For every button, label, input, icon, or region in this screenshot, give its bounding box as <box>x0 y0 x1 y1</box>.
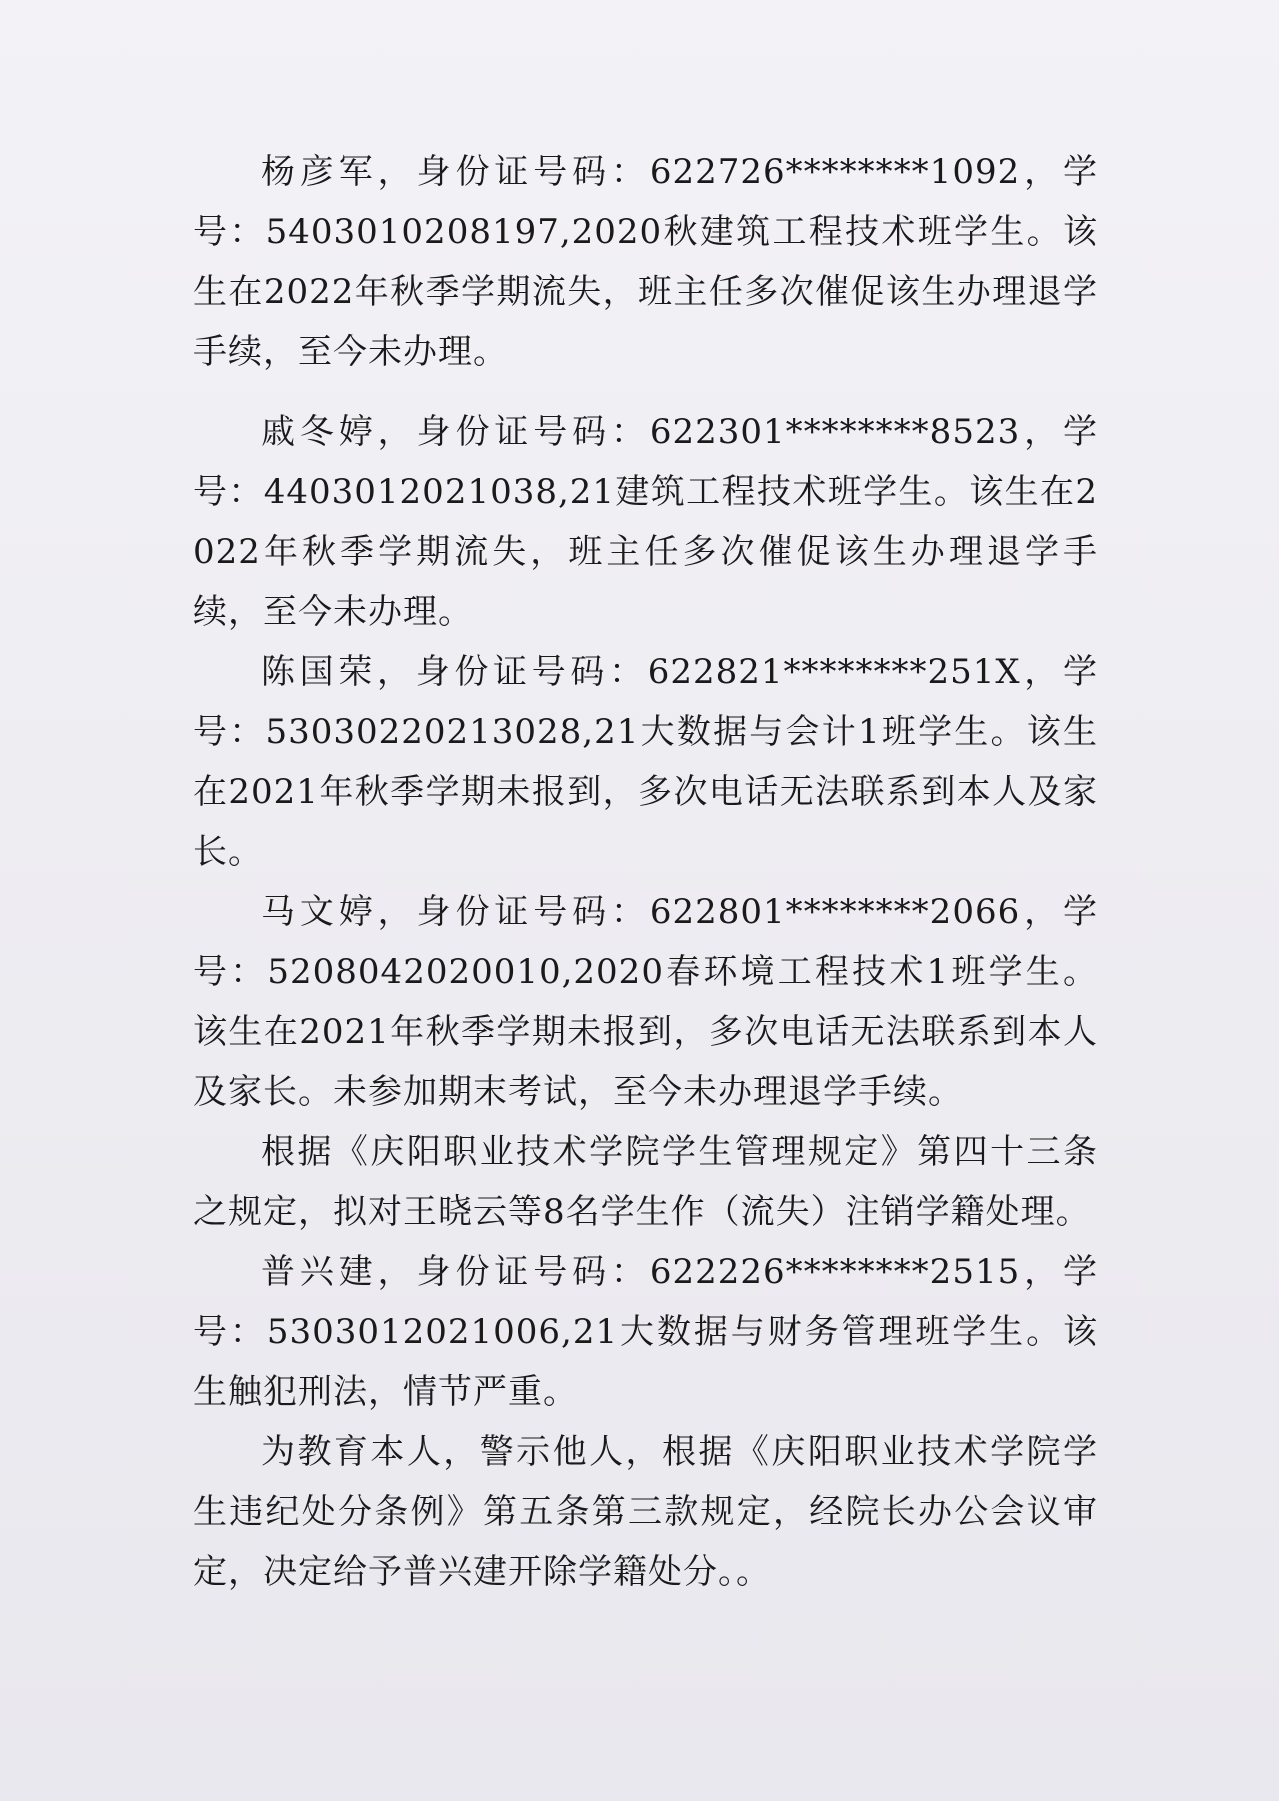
paragraph-pu-xingjian: 普兴建，身份证号码：622226********2515，学号：5303012021006,21大数据与财务管理班学生。该生触犯刑法，情节严重。 <box>193 1252 1098 1412</box>
paragraph-chen-guorong: 陈国荣，身份证号码：622821********251X，学号：53030220213028,21大数据与会计1班学生。该生在2021年秋季学期未报到，多次电话无法联系到本人及家长。 <box>193 652 1098 872</box>
paragraph-yang-yanjun: 杨彦军，身份证号码：622726********1092，学号：5403010208197,2020秋建筑工程技术班学生。该生在2022年秋季学期流失，班主任多次催促该生办理退学手续，至今未办理。 <box>193 152 1098 372</box>
paragraph-regulation-basis: 根据《庆阳职业技术学院学生管理规定》第四十三条之规定，拟对王晓云等8名学生作（流失）注销学籍处理。 <box>193 1132 1098 1232</box>
paragraph-expulsion-decision: 为教育本人，警示他人，根据《庆阳职业技术学院学生违纪处分条例》第五条第三款规定，经院长办公会议审定，决定给予普兴建开除学籍处分。。 <box>193 1432 1098 1592</box>
document-body <box>193 142 1098 1602</box>
paragraph-qi-dongting: 戚冬婷，身份证号码：622301********8523，学号：4403012021038,21建筑工程技术班学生。该生在2022年秋季学期流失，班主任多次催促该生办理退学手续，至今未办理。 <box>193 412 1098 632</box>
paragraph-ma-wenting: 马文婷，身份证号码：622801********2066，学号：5208042020010,2020春环境工程技术1班学生。该生在2021年秋季学期未报到，多次电话无法联系到本人及家长。未参加期末考试，至今未办理退学手续。 <box>193 892 1098 1112</box>
